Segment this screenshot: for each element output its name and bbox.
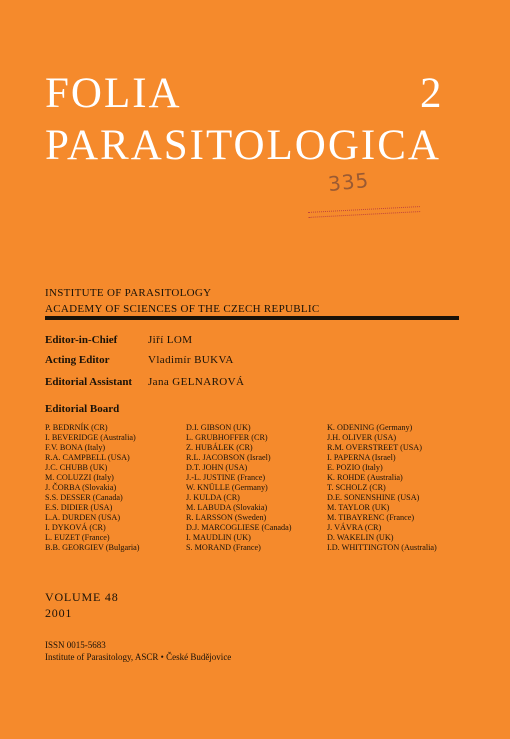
editorial-board-heading: Editorial Board [45, 403, 120, 415]
editorial-assistant-role: Editorial Assistant [45, 376, 133, 388]
journal-title-line1: FOLIA [45, 70, 182, 117]
board-column-2 [186, 423, 292, 553]
board-member: J. KULDA (CR) [186, 493, 240, 502]
board-member: S.S. DESSER (Canada) [45, 493, 123, 502]
board-member: F.V. BONA (Italy) [45, 443, 106, 452]
editorial-assistant-name: Jana GELNAROVÁ [148, 376, 245, 388]
board-member: M. LABUDA (Slovakia) [186, 503, 268, 512]
board-member: J.C. CHUBB (UK) [45, 463, 108, 472]
board-member: D.J. MARCOGLIESE (Canada) [186, 523, 292, 532]
library-stamp [308, 202, 420, 218]
board-member: J. VÁVRA (CR) [327, 523, 382, 532]
board-member: J.H. OLIVER (USA) [327, 433, 397, 442]
board-member: W. KNÜLLE (Germany) [186, 483, 268, 492]
board-member: D.E. SONENSHINE (USA) [327, 493, 420, 502]
board-member: D. WAKELIN (UK) [327, 533, 394, 542]
divider-rule [45, 316, 459, 320]
acting-editor-role: Acting Editor [45, 354, 110, 366]
board-member: T. SCHOLZ (CR) [327, 483, 386, 492]
publisher-block [45, 639, 231, 663]
issue-number: 2 [420, 70, 442, 117]
editor-in-chief-role: Editor-in-Chief [45, 334, 118, 346]
issn: ISSN 0015-5683 [45, 640, 106, 650]
institute-line1: INSTITUTE OF PARASITOLOGY [45, 287, 212, 299]
board-member: L. EUZET (France) [45, 533, 110, 542]
board-member: I.D. WHITTINGTON (Australia) [327, 543, 437, 552]
board-member: M. TIBAYRENC (France) [327, 513, 415, 522]
board-member: I. DYKOVÁ (CR) [45, 523, 106, 532]
board-member: K. ODENING (Germany) [327, 423, 413, 432]
board-member: R.L. JACOBSON (Israel) [186, 453, 271, 462]
board-member: R.M. OVERSTREET (USA) [327, 443, 422, 452]
journal-title-line2: PARASITOLOGICA [45, 122, 441, 169]
board-member: B.B. GEORGIEV (Bulgaria) [45, 543, 140, 552]
board-member: L. GRUBHOFFER (CR) [186, 433, 268, 442]
board-member: E. POZIO (Italy) [327, 463, 383, 472]
board-member: S. MORAND (France) [186, 543, 261, 552]
board-member: Z. HUBÁLEK (CR) [186, 443, 253, 452]
board-member: I. PAPERNA (Israel) [327, 453, 396, 462]
board-member: D.I. GIBSON (UK) [186, 423, 251, 432]
board-member: I. MAUDLIN (UK) [186, 533, 251, 542]
board-member: M. COLUZZI (Italy) [45, 473, 114, 482]
board-member: L.A. DURDEN (USA) [45, 513, 121, 522]
board-member: P. BEDRNÍK (CR) [45, 423, 108, 432]
board-member: R. LARSSON (Sweden) [186, 513, 267, 522]
board-member: J.-L. JUSTINE (France) [186, 473, 266, 482]
board-member: M. TAYLOR (UK) [327, 503, 390, 512]
volume-block [45, 589, 119, 621]
publisher-address: Institute of Parasitology, ASCR • České Budějovice [45, 652, 232, 662]
board-member: K. ROHDE (Australia) [327, 473, 403, 482]
editor-in-chief-name: Jiří LOM [148, 334, 193, 346]
board-column-1 [45, 423, 139, 553]
acting-editor-name: Vladimír BUKVA [148, 354, 234, 366]
handwritten-mark: 335 [326, 167, 371, 197]
board-member: J. ČORBA (Slovakia) [45, 483, 117, 492]
board-member: R.A. CAMPBELL (USA) [45, 453, 130, 462]
board-member: D.T. JOHN (USA) [186, 463, 248, 472]
board-member: I. BEVERIDGE (Australia) [45, 433, 136, 442]
board-member: E.S. DIDIER (USA) [45, 503, 113, 512]
institute-line2: ACADEMY OF SCIENCES OF THE CZECH REPUBLIC [45, 303, 320, 315]
board-column-3 [327, 423, 437, 553]
volume-label: VOLUME 48 [45, 590, 119, 604]
institute-block [45, 285, 320, 317]
volume-year: 2001 [45, 606, 73, 620]
